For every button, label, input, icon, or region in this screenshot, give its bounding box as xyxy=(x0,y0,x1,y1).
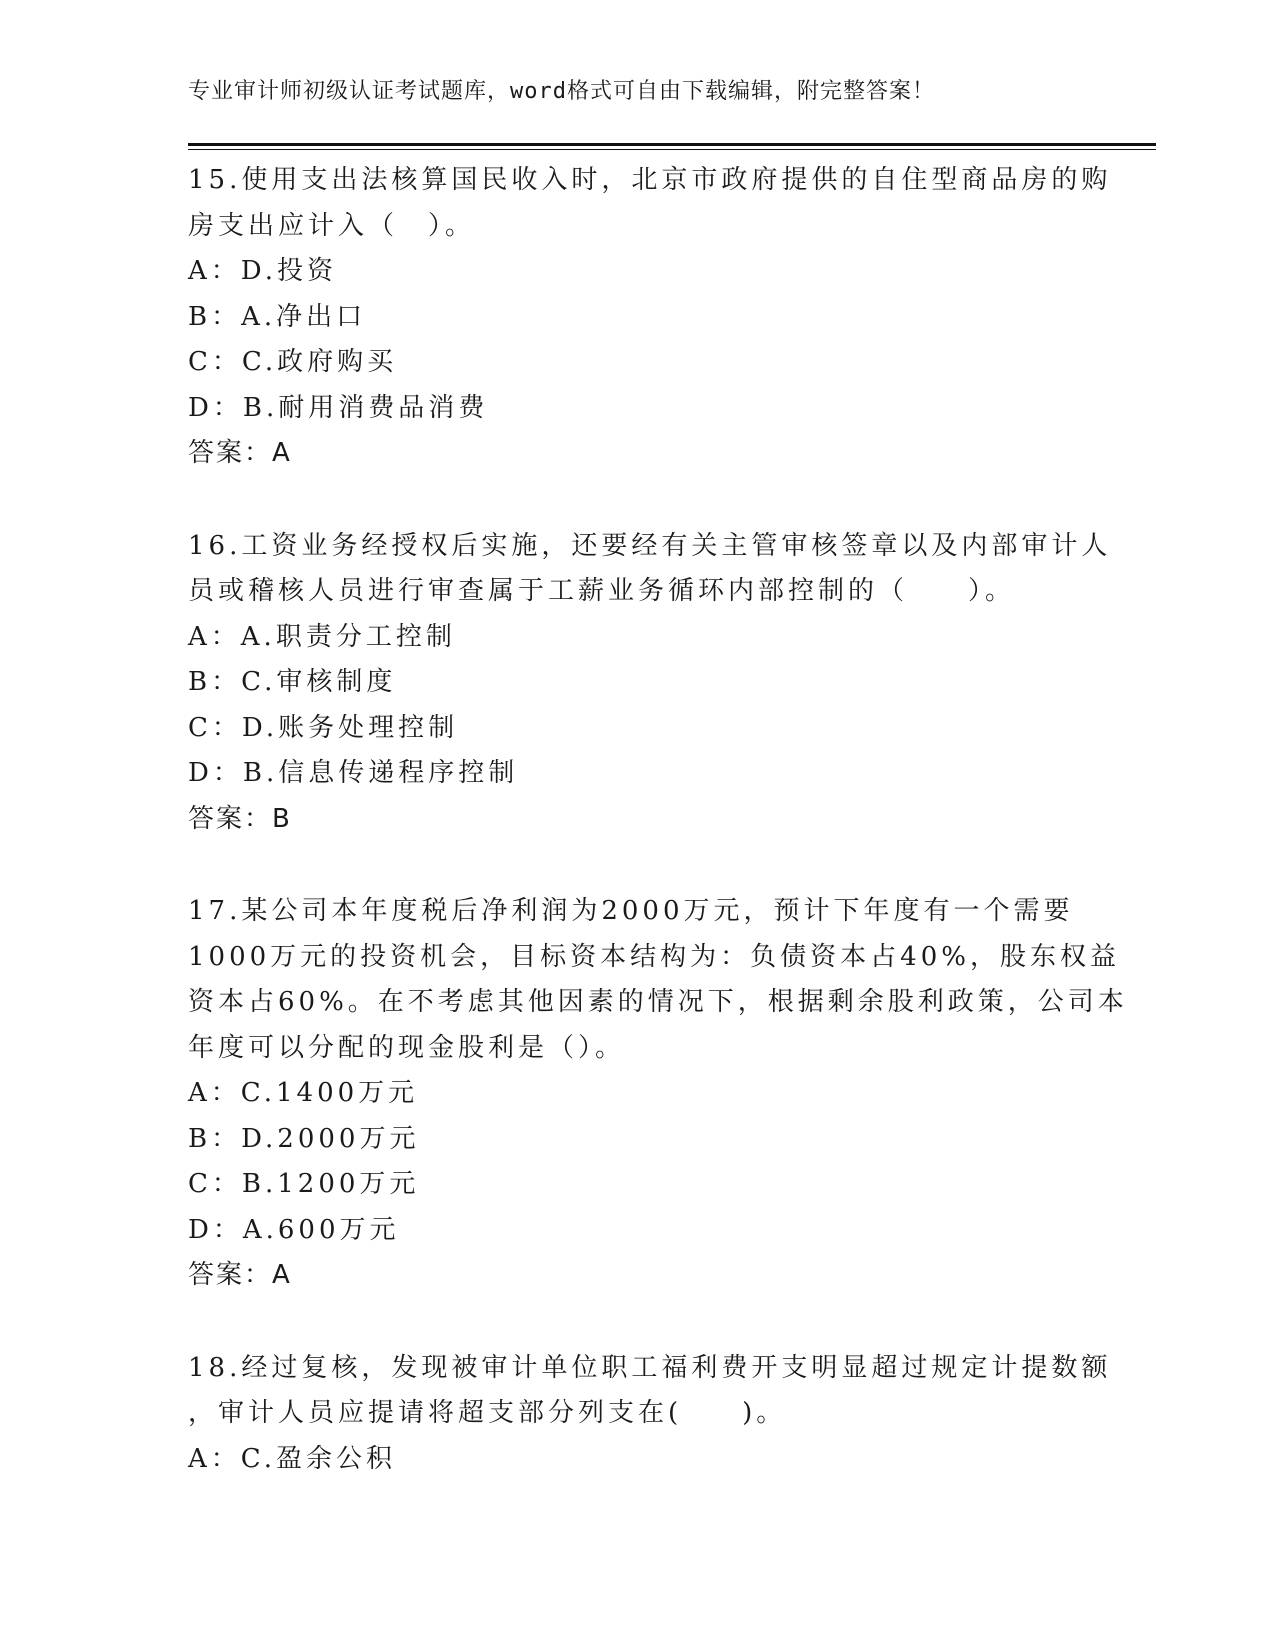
answer-option: A：C.1400万元 xyxy=(188,1078,419,1108)
question-list xyxy=(188,158,1128,1529)
answer-option: D：B.信息传递程序控制 xyxy=(188,758,519,788)
answer-option: B：D.2000万元 xyxy=(188,1123,420,1154)
answer-option: D：B.耐用消费品消费 xyxy=(188,392,489,423)
question-text-line: 资本占60%。在不考虑其他因素的情况下，根据剩余股利政策，公司本 xyxy=(188,987,1128,1017)
answer-option: C：C.政府购买 xyxy=(188,347,398,377)
question-block xyxy=(188,1346,1112,1483)
question-block xyxy=(188,889,1128,1299)
page-header: 专业审计师初级认证考试题库，word格式可自由下载编辑，附完整答案！ xyxy=(188,79,935,104)
answer-option: A：A.职责分工控制 xyxy=(188,621,456,652)
question-text-line: 15.使用支出法核算国民收入时，北京市政府提供的自住型商品房的购 xyxy=(188,165,1112,195)
header-rule-thin xyxy=(188,149,1156,150)
question-text-line: 17.某公司本年度税后净利润为2000万元，预计下年度有一个需要 xyxy=(188,896,1074,926)
answer-option: A：D.投资 xyxy=(188,256,337,286)
question-text-line: 房支出应计入（ ）。 xyxy=(188,210,476,241)
question-text-line: 员或稽核人员进行审查属于工薪业务循环内部控制的（ ）。 xyxy=(188,576,1016,606)
answer-option: B：C.审核制度 xyxy=(188,667,397,697)
answer-key: 答案：B xyxy=(188,803,292,834)
answer-option: D：A.600万元 xyxy=(188,1214,400,1245)
question-text-line: ，审计人员应提请将超支部分列支在( )。 xyxy=(188,1398,787,1428)
answer-key: 答案：A xyxy=(188,438,292,468)
answer-option: C：B.1200万元 xyxy=(188,1169,420,1199)
question-block xyxy=(188,524,1112,843)
answer-key: 答案：A xyxy=(188,1260,292,1290)
question-text-line: 年度可以分配的现金股利是（）。 xyxy=(188,1032,626,1063)
question-block xyxy=(188,158,1112,477)
question-text-line: 1000万元的投资机会，目标资本结构为：负债资本占40%，股东权益 xyxy=(188,941,1120,972)
answer-option: C：D.账务处理控制 xyxy=(188,712,459,743)
answer-option: A：C.盈余公积 xyxy=(188,1443,397,1474)
header-rule-thick xyxy=(188,143,1156,146)
question-text-line: 16.工资业务经授权后实施，还要经有关主管审核签章以及内部审计人 xyxy=(188,530,1112,561)
answer-option: B：A.净出口 xyxy=(188,301,367,332)
question-text-line: 18.经过复核，发现被审计单位职工福利费开支明显超过规定计提数额 xyxy=(188,1352,1112,1383)
